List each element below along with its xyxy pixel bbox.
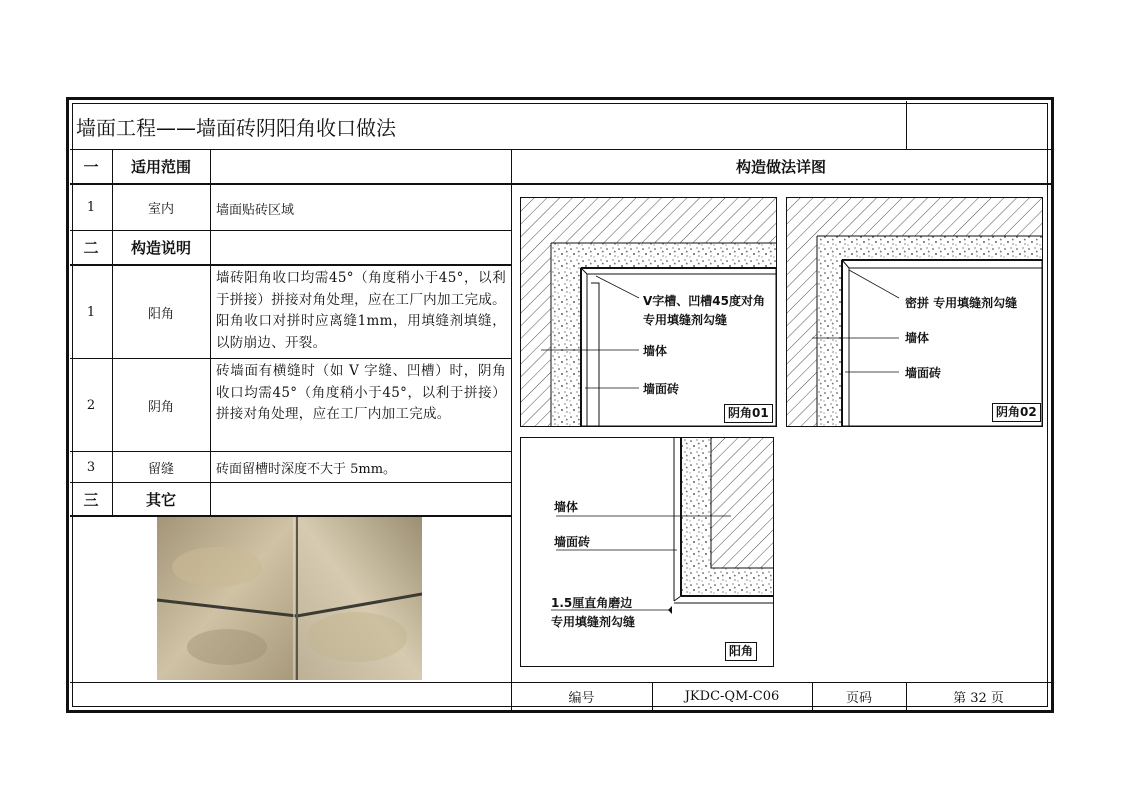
section-1-title: 适用范围 bbox=[130, 158, 191, 176]
outside-corner-tag: 阳角 bbox=[725, 642, 757, 661]
section-1-number: 一 bbox=[83, 158, 99, 176]
footer-page-value: 第 32 页 bbox=[953, 691, 1004, 706]
inside-corner-02-tag: 阴角02 bbox=[992, 403, 1041, 422]
row-1-label: 室内 bbox=[147, 201, 174, 217]
outside-corner-drawing bbox=[521, 438, 773, 666]
section-3-title: 其它 bbox=[145, 490, 176, 509]
col-divider bbox=[210, 150, 211, 515]
footer-page-label: 页码 bbox=[845, 691, 872, 706]
inside-corner-01-label-wall: 墙体 bbox=[643, 344, 668, 358]
col-divider bbox=[511, 150, 512, 710]
row-2-text: 墙砖阳角收口均需45°（角度稍小于45°，以利于拼接）拼接对角处理，应在工厂内加工完成。阳角收口对拼时应离缝1mm，用填缝剂填缝，以防崩边、开裂。 bbox=[216, 270, 506, 351]
row-2-label: 阳角 bbox=[147, 306, 174, 322]
outside-corner-label-edge: 1.5厘直角磨边 bbox=[551, 596, 633, 610]
title-right-divider bbox=[906, 101, 907, 149]
row-1-number: 1 bbox=[86, 199, 96, 215]
detail-drawing-inside-corner-01 bbox=[520, 197, 777, 427]
inside-corner-01-tag: 阴角01 bbox=[724, 404, 773, 423]
section-2-title: 构造说明 bbox=[130, 239, 191, 257]
outside-corner-label-wall: 墙体 bbox=[554, 500, 579, 514]
footer-code-label: 编号 bbox=[568, 691, 595, 706]
detail-drawing-outside-corner bbox=[520, 437, 774, 667]
row-3-text: 砖墙面有横缝时（如 V 字缝、凹槽）时，阴角收口均需45°（角度稍小于45°，以利于拼接）拼接对角处理，应在工厂内加工完成。 bbox=[216, 363, 506, 422]
tile-corner-photo bbox=[157, 517, 422, 680]
footer-code-value: JKDC-QM-C06 bbox=[684, 689, 780, 704]
inside-corner-02-drawing bbox=[787, 198, 1042, 426]
inside-corner-01-label-groove: V字槽、凹槽45度对角 bbox=[643, 294, 765, 308]
inside-corner-02-label-tile: 墙面砖 bbox=[905, 366, 942, 380]
row-2-number: 1 bbox=[86, 304, 96, 320]
row-4-number: 3 bbox=[86, 459, 96, 475]
row-3-number: 2 bbox=[86, 397, 96, 413]
row-4-label: 留缝 bbox=[147, 461, 174, 477]
outside-corner-label-tile: 墙面砖 bbox=[554, 535, 591, 549]
outside-corner-label-filler: 专用填缝剂勾缝 bbox=[551, 615, 636, 629]
inside-corner-02-label-joint: 密拼 专用填缝剂勾缝 bbox=[905, 296, 1018, 310]
detail-drawing-inside-corner-02 bbox=[786, 197, 1043, 427]
inside-corner-01-label-filler: 专用填缝剂勾缝 bbox=[643, 313, 728, 327]
section-2-number: 二 bbox=[83, 239, 99, 257]
inside-corner-01-label-tile: 墙面砖 bbox=[643, 382, 680, 396]
row-4-text: 砖面留槽时深度不大于 5mm。 bbox=[216, 462, 397, 477]
page-title: 墙面工程——墙面砖阴阳角收口做法 bbox=[76, 116, 396, 140]
inside-corner-02-label-wall: 墙体 bbox=[905, 331, 930, 345]
section-3-number: 三 bbox=[83, 490, 99, 509]
detail-heading: 构造做法详图 bbox=[735, 158, 826, 176]
row-1-text: 墙面贴砖区域 bbox=[216, 203, 295, 218]
row-3-label: 阴角 bbox=[147, 399, 174, 415]
tile-photo-illustration bbox=[157, 517, 422, 680]
section-1-divider bbox=[70, 183, 1051, 185]
col-divider bbox=[112, 150, 113, 515]
